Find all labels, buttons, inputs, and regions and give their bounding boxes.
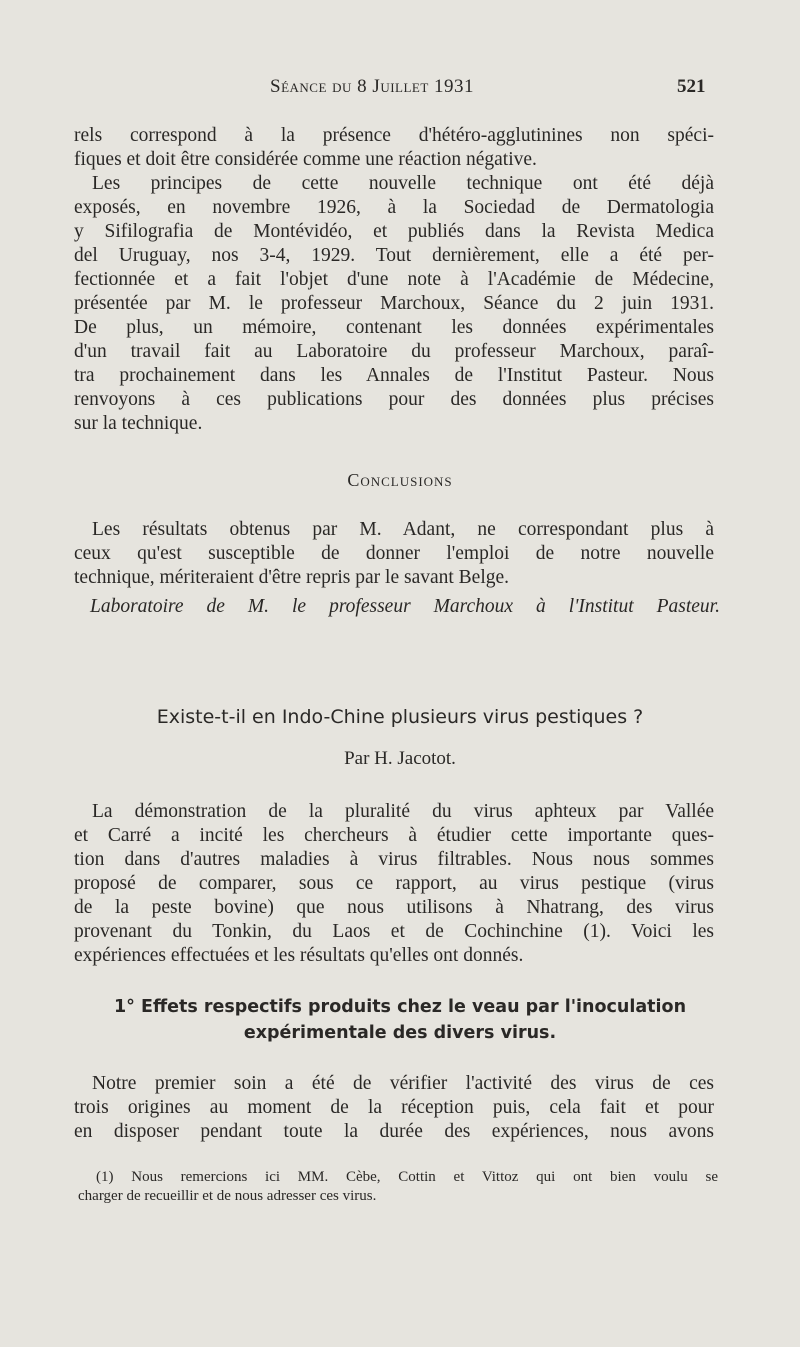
text-line: expériences effectuées et les résultats qu'elles ont donnés. <box>74 945 524 966</box>
text-line: provenant du Tonkin, du Laos et de Cochinchine (1). Voici les <box>74 921 714 942</box>
text-line: de la peste bovine) que nous utilisons à Nhatrang, des virus <box>74 897 714 918</box>
text-line: technique, mériteraient d'être repris par le savant Belge. <box>74 567 510 588</box>
text-line: et Carré a incité les chercheurs à étudier cette importante ques- <box>74 825 714 846</box>
text-line: d'un travail fait au Laboratoire du professeur Marchoux, paraî- <box>74 341 714 362</box>
text-line: proposé de comparer, sous ce rapport, au virus pestique (virus <box>74 873 714 894</box>
footnote-line: (1) Nous remercions ici MM. Cèbe, Cottin et Vittoz qui ont bien voulu se <box>96 1169 718 1185</box>
laboratory-credit: Laboratoire de M. le professeur Marchoux à l'Institut Pasteur. <box>90 596 720 617</box>
page-number: 521 <box>677 76 706 97</box>
text-line: exposés, en novembre 1926, à la Sociedad de Dermatologia <box>74 197 714 218</box>
text-line: en disposer pendant toute la durée des expériences, nous avons <box>74 1121 714 1142</box>
text-line: del Uruguay, nos 3-4, 1929. Tout dernièrement, elle a été per- <box>74 245 714 266</box>
text-line: Les principes de cette nouvelle technique ont été déjà <box>92 173 714 194</box>
text-line: ceux qu'est susceptible de donner l'emploi de notre nouvelle <box>74 543 714 564</box>
article-title: Existe-t-il en Indo-Chine plusieurs virus pestiques ? <box>156 706 644 728</box>
text-line: sur la technique. <box>74 413 203 434</box>
text-line: rels correspond à la présence d'hétéro-agglutinines non spéci- <box>74 125 714 146</box>
paragraph-intro <box>74 800 714 968</box>
section-heading <box>60 994 740 1046</box>
text-line: fectionnée et a fait l'objet d'une note à l'Académie de Médecine, <box>74 269 714 290</box>
paragraph-conclusions <box>74 518 714 590</box>
text-line: De plus, un mémoire, contenant les données expérimentales <box>74 317 714 338</box>
conclusions-heading: Conclusions <box>347 470 453 490</box>
text-line: y Sifilografia de Montévidéo, et publiés dans la Revista Medica <box>74 221 714 242</box>
text-line: Notre premier soin a été de vérifier l'activité des virus de ces <box>92 1073 714 1094</box>
footnote-line: charger de recueillir et de nous adresser ces virus. <box>78 1188 377 1204</box>
paragraph-continuation <box>74 124 714 172</box>
text-line: trois origines au moment de la réception puis, cela fait et pour <box>74 1097 714 1118</box>
section-heading-line: 1° Effets respectifs produits chez le veau par l'inoculation <box>113 997 687 1017</box>
running-head <box>0 76 800 104</box>
text-line: La démonstration de la pluralité du virus aphteux par Vallée <box>92 801 714 822</box>
text-line: renvoyons à ces publications pour des données plus précises <box>74 389 714 410</box>
text-line: tion dans d'autres maladies à virus filtrables. Nous nous sommes <box>74 849 714 870</box>
article-byline: Par H. Jacotot. <box>344 748 456 769</box>
paragraph-notre <box>74 1072 714 1144</box>
paragraph-principes <box>74 172 714 436</box>
text-line: tra prochainement dans les Annales de l'Institut Pasteur. Nous <box>74 365 714 386</box>
text-line: Les résultats obtenus par M. Adant, ne correspondant plus à <box>92 519 714 540</box>
running-head-title: Séance du 8 Juillet 1931 <box>270 76 475 97</box>
footnote <box>78 1168 718 1206</box>
text-line: fiques et doit être considérée comme une réaction négative. <box>74 149 537 170</box>
section-heading-line: expérimentale des divers virus. <box>243 1023 557 1043</box>
text-line: présentée par M. le professeur Marchoux, Séance du 2 juin 1931. <box>74 293 714 314</box>
